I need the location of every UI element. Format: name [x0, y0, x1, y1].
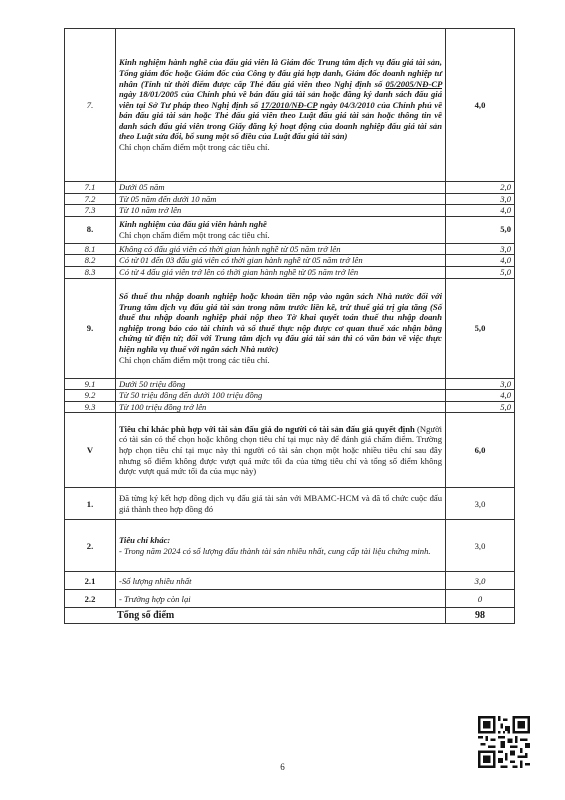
table-row	[65, 590, 515, 608]
score-cell: 4,0	[446, 255, 515, 267]
criterion-text: Có từ 4 đấu giá viên trở lên có thời gian hành nghề từ 05 năm trở lên	[116, 266, 446, 278]
row-number: 9.	[65, 278, 116, 378]
table-row	[65, 205, 515, 217]
score-cell: 3,0	[446, 520, 515, 572]
criterion-text: Có từ 01 đến 03 đấu giá viên có thời gian hành nghề từ 05 năm trở lên	[116, 255, 446, 267]
row-number: 8.2	[65, 255, 116, 267]
score-cell: 4,0	[446, 29, 515, 182]
row-number: 8.	[65, 216, 116, 243]
score-cell: 5,0	[446, 278, 515, 378]
criterion-text: - Trường hợp còn lại	[116, 590, 446, 608]
row-number: 8.3	[65, 266, 116, 278]
score-cell: 6,0	[446, 413, 515, 488]
qr-code-icon	[478, 716, 530, 768]
page-number: 6	[280, 762, 285, 772]
row-number: 2.1	[65, 572, 116, 590]
criterion-text: Tiêu chí khác: - Trong năm 2024 có số lượng đấu thành tài sản nhiều nhất, cung cấp tài liệu chứng minh.	[116, 520, 446, 572]
total-row	[65, 608, 515, 624]
table-row	[65, 182, 515, 194]
score-cell: 3,0	[446, 378, 515, 390]
score-cell: 3,0	[446, 572, 515, 590]
row-number: 8.1	[65, 243, 116, 255]
table-row	[65, 488, 515, 520]
criterion-text: Kinh nghiệm của đấu giá viên hành nghề Chỉ chọn chấm điểm một trong các tiêu chí.	[116, 216, 446, 243]
table-row	[65, 378, 515, 390]
row-number: 7.2	[65, 193, 116, 205]
table-row	[65, 266, 515, 278]
score-cell: 5,0	[446, 401, 515, 413]
criterion-text: Không có đấu giá viên có thời gian hành nghề từ 05 năm trở lên	[116, 243, 446, 255]
row-number: 7.	[65, 29, 116, 182]
score-cell: 5,0	[446, 266, 515, 278]
table-row	[65, 520, 515, 572]
criterion-text: Dưới 50 triệu đồng	[116, 378, 446, 390]
criterion-text: Tiêu chí khác phù hợp với tài sản đấu giá do người có tài sản đấu giá quyết định (Người có tài sản có thể chọn hoặc không chọn tiêu chí tại mục này để đánh giá chấm điểm. Trường hợp chọn tiêu chí tại mục này thì người có tài sản chọn một hoặc nhiều tiêu chí sau đây nhưng số điểm không được vượt quá mức tối đa của từng tiêu chí và tổng số điểm không được vượt quá mức tối đa của mục này)	[116, 413, 446, 488]
table-row	[65, 572, 515, 590]
total-label: Tổng số điểm	[65, 608, 446, 624]
table-row	[65, 216, 515, 243]
total-score: 98	[446, 608, 515, 624]
score-cell: 0	[446, 590, 515, 608]
table-row	[65, 413, 515, 488]
row-number: 9.1	[65, 378, 116, 390]
table-row	[65, 255, 515, 267]
criterion-text: Từ 05 năm đến dưới 10 năm	[116, 193, 446, 205]
table-row	[65, 390, 515, 402]
criterion-text: Đã từng ký kết hợp đồng dịch vụ đấu giá tài sản với MBAMC-HCM và đã tổ chức cuộc đấu giá thành theo hợp đồng đó	[116, 488, 446, 520]
criteria-table	[64, 28, 515, 624]
criterion-text: Từ 10 năm trở lên	[116, 205, 446, 217]
row-number: 7.3	[65, 205, 116, 217]
score-cell: 3,0	[446, 193, 515, 205]
criterion-text: -Số lượng nhiều nhất	[116, 572, 446, 590]
row-number: 1.	[65, 488, 116, 520]
score-cell: 4,0	[446, 205, 515, 217]
table-row	[65, 29, 515, 182]
criterion-text: Số thuế thu nhập doanh nghiệp hoặc khoản tiền nộp vào ngân sách Nhà nước đối với Trung tâm dịch vụ đấu giá tài sản trong năm trước liền kề, trừ thuế giá trị gia tăng (Số thuế thu nhập doanh nghiệp phải nộp theo Tờ khai quyết toán thuế thu nhập doanh nghiệp trong báo cáo tài chính và số thuế thực nộp được cơ quan thuế xác nhận bằng chứng từ điện tử; đối với Trung tâm dịch vụ đấu giá tài sản thì có văn bản về việc thực hiện nghĩa vụ thuế với ngân sách Nhà nước) Chỉ chọn chấm điểm một trong các tiêu chí.	[116, 278, 446, 378]
row-number: V	[65, 413, 116, 488]
criterion-text: Từ 100 triệu đồng trở lên	[116, 401, 446, 413]
row-number: 2.	[65, 520, 116, 572]
table-row	[65, 193, 515, 205]
criterion-text: Kinh nghiệm hành nghề của đấu giá viên là Giám đốc Trung tâm dịch vụ đấu giá tài sản, Tổng giám đốc hoặc Giám đốc của Công ty đấu giá hợp danh, Giám đốc doanh nghiệp tư nhân (Tính từ thời điểm được cấp Thẻ đấu giá viên theo Nghị định số 05/2005/NĐ-CP ngày 18/01/2005 của Chính phủ về bán đấu giá tài sản hoặc đăng ký danh sách đấu giá viên tại Sở Tư pháp theo Nghị định số 17/2010/NĐ-CP ngày 04/3/2010 của Chính phủ về bán đấu giá tài sản hoặc Thẻ đấu giá viên theo Luật đấu giá tài sản hoặc thông tin về danh sách đấu giá viên trong Giấy đăng ký hoạt động của doanh nghiệp đấu giá tài sản theo Luật sửa đổi, bổ sung một số điều của Luật đấu giá tài sản) Chỉ chọn chấm điểm một trong các tiêu chí.	[116, 29, 446, 182]
score-cell: 5,0	[446, 216, 515, 243]
score-cell: 3,0	[446, 243, 515, 255]
table-row	[65, 278, 515, 378]
table-row	[65, 243, 515, 255]
criterion-text: Dưới 05 năm	[116, 182, 446, 194]
score-cell: 2,0	[446, 182, 515, 194]
row-number: 9.3	[65, 401, 116, 413]
row-number: 9.2	[65, 390, 116, 402]
table-row	[65, 401, 515, 413]
row-number: 7.1	[65, 182, 116, 194]
score-cell: 4,0	[446, 390, 515, 402]
row-number: 2.2	[65, 590, 116, 608]
score-cell: 3,0	[446, 488, 515, 520]
criterion-text: Từ 50 triệu đồng đến dưới 100 triệu đồng	[116, 390, 446, 402]
